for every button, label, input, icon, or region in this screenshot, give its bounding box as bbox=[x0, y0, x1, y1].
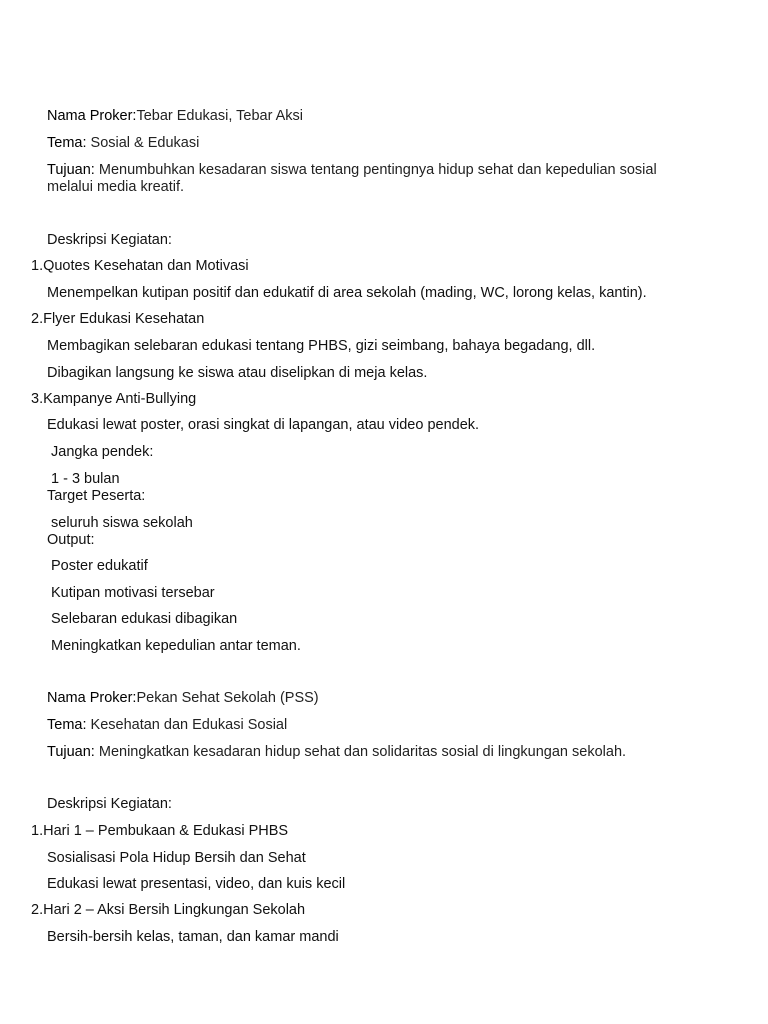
nama-proker-label: Nama Proker: bbox=[47, 690, 137, 706]
tujuan-label: Tujuan: bbox=[47, 744, 95, 760]
proker2-nama-row bbox=[47, 690, 319, 707]
output-label: Output: bbox=[47, 532, 95, 548]
tujuan-value: Menumbuhkan kesadaran siswa tentang pentingnya hidup sehat dan kepedulian sosial melalui media kreatif. bbox=[47, 162, 657, 195]
kegiatan-item-title: 2.Hari 2 – Aksi Bersih Lingkungan Sekolah bbox=[31, 902, 306, 918]
tema-label: Tema: bbox=[47, 717, 87, 733]
proker1-tujuan-row bbox=[47, 162, 667, 196]
kegiatan-item-line: Dibagikan langsung ke siswa atau diselipkan di meja kelas. bbox=[47, 365, 428, 381]
jangka-pendek-value: 1 - 3 bulan bbox=[51, 471, 120, 487]
jangka-pendek-label: Jangka pendek: bbox=[51, 444, 154, 460]
deskripsi-kegiatan-heading: Deskripsi Kegiatan: bbox=[47, 232, 172, 248]
target-peserta-label: Target Peserta: bbox=[47, 488, 146, 504]
output-item: Poster edukatif bbox=[51, 558, 148, 574]
tema-label: Tema: bbox=[47, 135, 87, 151]
kegiatan-item-line: Menempelkan kutipan positif dan edukatif di area sekolah (mading, WC, lorong kelas, kantin). bbox=[47, 285, 647, 301]
tema-value: Sosial & Edukasi bbox=[90, 135, 200, 151]
kegiatan-item-line: Membagikan selebaran edukasi tentang PHBS, gizi seimbang, bahaya begadang, dll. bbox=[47, 338, 596, 354]
tujuan-label: Tujuan: bbox=[47, 162, 95, 178]
proker1-nama-row bbox=[47, 108, 303, 125]
tema-value: Kesehatan dan Edukasi Sosial bbox=[90, 717, 288, 733]
kegiatan-item-title: 2.Flyer Edukasi Kesehatan bbox=[31, 311, 205, 327]
nama-proker-value: Tebar Edukasi, Tebar Aksi bbox=[136, 108, 304, 124]
kegiatan-item-line: Sosialisasi Pola Hidup Bersih dan Sehat bbox=[47, 850, 306, 866]
output-item: Meningkatkan kepedulian antar teman. bbox=[51, 638, 301, 654]
kegiatan-item-line: Bersih-bersih kelas, taman, dan kamar mandi bbox=[47, 929, 339, 945]
proker2-tujuan-row bbox=[47, 744, 626, 761]
tujuan-value: Meningkatkan kesadaran hidup sehat dan solidaritas sosial di lingkungan sekolah. bbox=[98, 744, 627, 760]
kegiatan-item-line: Edukasi lewat poster, orasi singkat di lapangan, atau video pendek. bbox=[47, 417, 480, 433]
kegiatan-item-line: Edukasi lewat presentasi, video, dan kuis kecil bbox=[47, 876, 346, 892]
proker2-tema-row bbox=[47, 717, 287, 734]
kegiatan-item-title: 1.Quotes Kesehatan dan Motivasi bbox=[31, 258, 249, 274]
target-peserta-value: seluruh siswa sekolah bbox=[51, 515, 193, 531]
output-item: Kutipan motivasi tersebar bbox=[51, 585, 215, 601]
deskripsi-kegiatan-heading: Deskripsi Kegiatan: bbox=[47, 796, 172, 812]
nama-proker-label: Nama Proker: bbox=[47, 108, 137, 124]
kegiatan-item-title: 1.Hari 1 – Pembukaan & Edukasi PHBS bbox=[31, 823, 289, 839]
proker1-tema-row bbox=[47, 135, 199, 152]
nama-proker-value: Pekan Sehat Sekolah (PSS) bbox=[136, 690, 319, 706]
output-item: Selebaran edukasi dibagikan bbox=[51, 611, 238, 627]
kegiatan-item-title: 3.Kampanye Anti-Bullying bbox=[31, 391, 197, 407]
